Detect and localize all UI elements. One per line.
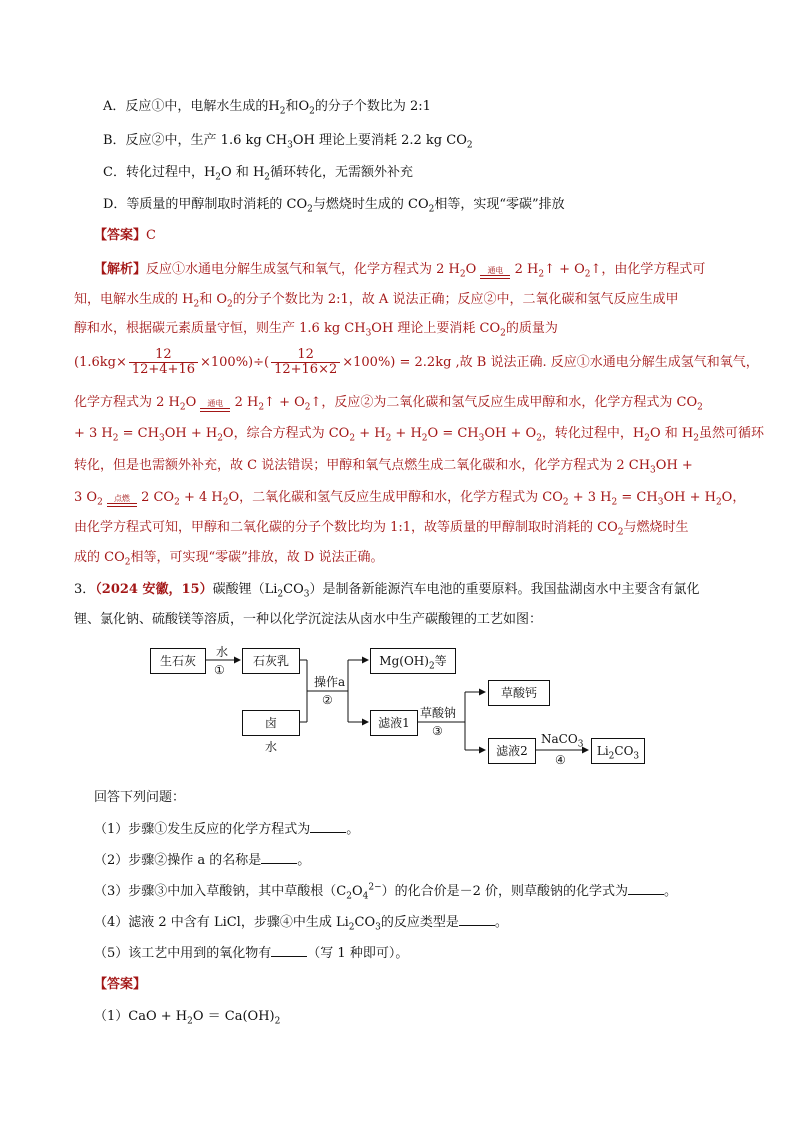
answer-blank — [628, 882, 664, 895]
analysis-line-5: 化学方程式为 2 $H_2O$ 通电 2 $H_2↑$ + $O_2↑$，反应②为二氧化碳和氢气反应生成甲醇和水，化学方程式为 $CO_2$ — [74, 395, 703, 413]
analysis-line-1: 【解析】反应①水通电分解生成氢气和氧气，化学方程式为 2 $H_2O$ 通电 2 $H_2↑$ + $O_2↑$，由化学方程式可 — [94, 262, 706, 280]
label-naco3: NaCO$_3$ — [541, 732, 584, 750]
label-sodium-oxalate: 草酸钠 — [420, 706, 457, 720]
label-operation-a: 操作a — [314, 675, 346, 689]
answer-value: C — [146, 228, 156, 243]
box-li2co3: $Li_2CO_3$ — [591, 738, 645, 764]
option-b: B．反应②中，生产 1.6 kg $CH_3OH$ 理论上要消耗 2.2 kg $CO_2$ — [103, 133, 473, 151]
sub-question-2: （2）步骤②操作 a 的名称是 。 — [94, 853, 311, 868]
question-3-line-1: 3．（2024 安徽，15）碳酸锂$(Li_2CO_3)$是制备新能源汽车电池的重要原料。我国盐湖卤水中主要含有氯化 — [74, 582, 700, 600]
analysis-line-6: + 3 $H_2 = CH_3OH + H_2O$，综合方程式为 $CO_2 + H_2 + H_2O = CH_3OH + O_2$，转化过程中，$H_2O$ 和 $H_2$虽然可循环 — [74, 426, 765, 444]
box-filtrate-2: 滤液2 — [488, 738, 536, 764]
option-c: C．转化过程中，$H_2O$ 和 $H_2$循环转化，无需额外补充 — [103, 165, 414, 183]
answer-blank — [271, 944, 307, 957]
analysis-line-7: 转化，但是也需额外补充，故 C 说法错误；甲醇和氧气点燃生成二氧化碳和水，化学方程式为 2 $CH_3OH$ + — [74, 458, 693, 476]
option-d: D．等质量的甲醇制取时消耗的 $CO_2$与燃烧时生成的 $CO_2$相等，实现“零碳”排放 — [103, 197, 565, 215]
label-step-4: ④ — [555, 753, 566, 767]
answer-2-item-1: $(1)CaO + H_2O = Ca(OH)_2$ — [94, 1009, 281, 1027]
electrolysis-condition: 通电 — [480, 275, 510, 279]
analysis-line-3: 醇和水，根据碳元素质量守恒，则生产 1.6 kg $CH_3OH$ 理论上要消耗 $CO_2$的质量为 — [74, 321, 558, 339]
analysis-line-9: 由化学方程式可知，甲醇和二氧化碳的分子个数比均为 1:1，故等质量的甲醇制取时消耗的 $CO_2$与燃烧时生 — [74, 520, 689, 538]
answer-label: 【答案】 — [94, 228, 147, 243]
option-a: A．反应①中，电解水生成的$H_2$和$O_2$的分子个数比为 2:1 — [103, 99, 431, 117]
sub-question-5: （5）该工艺中用到的氧化物有 （写 1 种即可）。 — [94, 946, 409, 961]
label-step-3: ③ — [432, 724, 443, 738]
box-calcium-oxalate: 草酸钙 — [488, 680, 550, 706]
answer-blank — [459, 913, 495, 926]
answer-2-label: 【答案】 — [94, 977, 147, 992]
question-source: （2024 安徽，15） — [95, 582, 213, 597]
analysis-line-4-formula: (1.6kg× $\frac{12}{12+4+16}$ ×100%)÷( $\frac{12}{12+16\times 2}$ ×100%) = 2.2kg ,故 B 说法正确. 反应①水通电分解生成氢气和氧气， — [74, 347, 759, 377]
answer-blank — [261, 851, 297, 864]
sub-question-4: （4）滤液 2 中含有 LiCl，步骤④中生成 $Li_2CO_3$的反应类型是 。 — [94, 915, 508, 933]
label-water: 水 — [216, 645, 229, 659]
analysis-line-2: 知，电解水生成的 $H_2$和 $O_2$的分子个数比为 2:1，故 A 说法正确；反应②中，二氧化碳和氢气反应生成甲 — [74, 292, 679, 310]
label-step-1: ① — [214, 663, 225, 677]
questions-intro: 回答下列问题： — [94, 790, 186, 805]
answer-blank — [310, 820, 346, 833]
label-step-2: ② — [322, 693, 333, 707]
box-brine: 卤水 — [242, 710, 300, 736]
box-lime-milk: 石灰乳 — [242, 648, 300, 674]
analysis-line-10: 成的 $CO_2$相等，可实现“零碳”排放，故 D 说法正确。 — [74, 550, 384, 568]
analysis-line-8: 3 $O_2$ 点燃 2 $CO_2 + 4$ $H_2O$，二氧化碳和氢气反应生成甲醇和水，化学方程式为 $CO_2 + 3$ $H_2 = CH_3OH + H_2O$， — [74, 490, 746, 508]
box-filtrate-1: 滤液1 — [370, 710, 418, 736]
box-mg-hydroxide: $Mg(OH)_2$等 — [370, 648, 456, 674]
question-3-line-2: 锂、氯化钠、硫酸镁等溶质，一种以化学沉淀法从卤水中生产碳酸锂的工艺如图： — [74, 612, 543, 627]
sub-question-1: （1）步骤①发生反应的化学方程式为 。 — [94, 822, 360, 837]
sub-question-3: （3）步骤③中加入草酸钠，其中草酸根$(C_2O_4^{2-})$的化合价是－2 价，则草酸钠的化学式为 。 — [94, 882, 678, 902]
box-quicklime: 生石灰 — [150, 648, 206, 674]
